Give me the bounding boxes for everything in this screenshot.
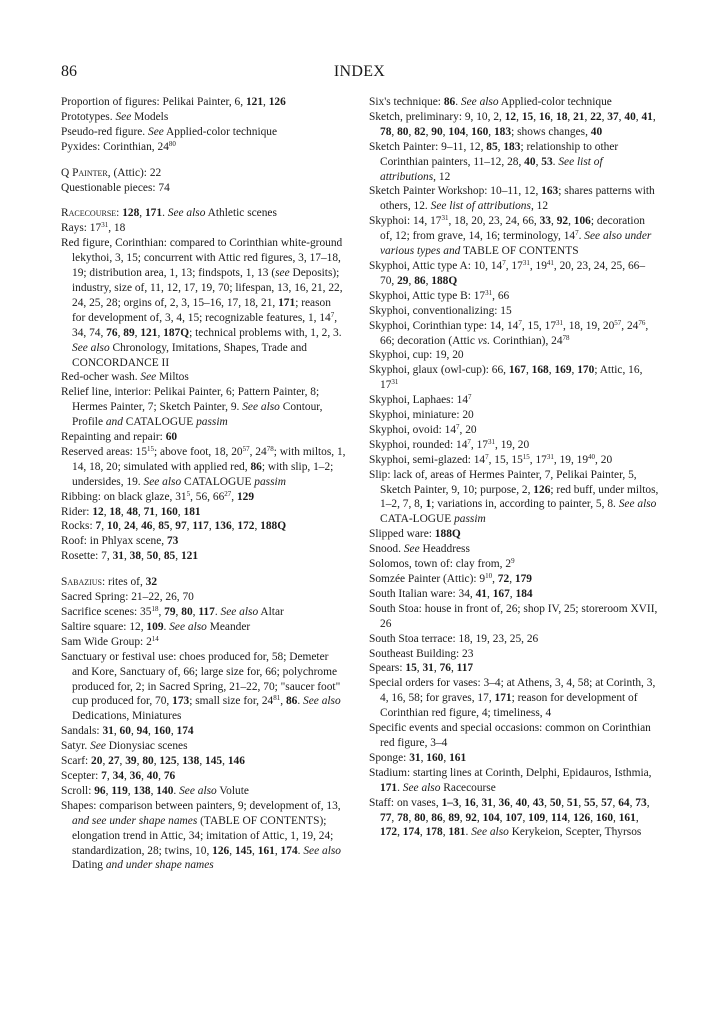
index-entry: Skyphoi, cup: 19, 20 bbox=[369, 349, 464, 362]
index-column-left bbox=[61, 95, 346, 873]
index-entry: Proportion of figures: Pelikai Painter, 6, 121, 126 bbox=[61, 96, 286, 108]
index-entry: Ribbing: on black glaze, $31^5$, 56, $66^{27}$, 129 bbox=[61, 489, 255, 503]
index-entry: Staff: on vases, 1–3, 16, 31, 36, 40, 43, 50, 51, 55, 57, 64, 73, 77, 78, 80, 86, 89, 92, 104, 107, 109, 114, 126, 160, 161, 172, 174, 178, 181. See also Kerykeion, Scepter, Thyrsos bbox=[369, 796, 650, 839]
index-entry: Spears: 15, 31, 76, 117 bbox=[369, 662, 474, 675]
index-entry: Roof: in Phlyax scene, 73 bbox=[61, 535, 179, 548]
index-entry: Sacred Spring: 21–22, 26, 70 bbox=[61, 591, 194, 604]
index-entry: Sanctuary or festival use: choes produced for, 58; Demeter and Kore, Sanctuary of, 66; large size for, 66; polychrome produced for, 2; in Sacred Spring, 21–22, 70; "saucer foot" cup produced for, 70, 173; small size for, $24^{81}$, 86. See also Dedications, Miniatures bbox=[61, 650, 341, 723]
index-entry: Skyphoi, ovoid: $14^7$, 20 bbox=[369, 422, 477, 436]
index-entry: Sacrifice scenes: $35^{18}$, 79, 80, 117. See also Altar bbox=[61, 605, 284, 618]
index-entry: South Stoa: house in front of, 26; shop IV, 25; storeroom XVII, 26 bbox=[369, 602, 658, 630]
index-entry: Pyxides: Corinthian, $24^{80}$ bbox=[61, 139, 176, 153]
index-entry: Specific events and special occasions: common on Corinthian red figure, 3–4 bbox=[369, 722, 651, 749]
index-entry: Repainting and repair: 60 bbox=[61, 431, 178, 444]
index-entry: South Italian ware: 34, 41, 167, 184 bbox=[369, 587, 533, 600]
index-entry: Skyphoi: 14, $17^{31}$, 18, 20, 23, 24, 66, 33, 92, 106; decoration of, 12; from grave, 14, 16; terminology, $14^7$. See also under various types and TABLE OF CONTENTS bbox=[369, 214, 652, 258]
index-entry: Sketch Painter Workshop: 10–11, 12, 163; shares patterns with others, 12. See list of attributions, 12 bbox=[369, 185, 655, 213]
index-entry: Rider: 12, 18, 48, 71, 160, 181 bbox=[61, 505, 201, 518]
index-entry: Skyphoi, Laphaes: $14^7$ bbox=[369, 393, 472, 407]
index-entry: Southeast Building: 23 bbox=[369, 647, 474, 660]
index-entry: Questionable pieces: 74 bbox=[61, 181, 170, 194]
index-entry: Skyphoi, rounded: $14^7$, $17^{31}$, 19, 20 bbox=[369, 437, 530, 451]
index-entry: Stadium: starting lines at Corinth, Delphi, Epidauros, Isthmia, 171. See also Racecourse bbox=[369, 766, 652, 794]
page-number: 86 bbox=[61, 63, 77, 80]
index-entry: Solomos, town of: clay from, $2^9$ bbox=[369, 557, 515, 571]
index-entry: Scroll: 96, 119, 138, 140. See also Volute bbox=[61, 784, 249, 797]
index-entry: Snood. See Headdress bbox=[369, 543, 470, 556]
index-entry: Six's technique: 86. See also Applied-color technique bbox=[369, 96, 612, 108]
index-entry: Rosette: 7, 31, 38, 50, 85, 121 bbox=[61, 550, 199, 563]
index-entry: Satyr. See Dionysiac scenes bbox=[61, 740, 188, 753]
index-entry: South Stoa terrace: 18, 19, 23, 25, 26 bbox=[369, 632, 539, 645]
index-entry: Skyphoi, Corinthian type: 14, $14^7$, 15, $17^{31}$, 18, 19, $20^{57}$, $24^{76}$, 66; decoration (Attic vs. Corinthian), $24^{78}$ bbox=[369, 318, 649, 347]
index-entry: Sketch Painter: 9–11, 12, 85, 183; relationship to other Corinthian painters, 11–12, 28, 40, 53. See list of attributions, 12 bbox=[369, 140, 619, 183]
index-entry: Skyphoi, glaux (owl-cup): 66, 167, 168, 169, 170; Attic, 16, $17^{31}$ bbox=[369, 364, 643, 392]
index-entry: Racecourse: 128, 171. See also Athletic scenes bbox=[61, 207, 277, 220]
page-title: INDEX bbox=[333, 63, 386, 80]
letter-group-gap bbox=[61, 155, 346, 166]
index-entry: Relief line, interior: Pelikai Painter, 6; Pattern Painter, 8; Hermes Painter, 7; Sketch Painter, 9. See also Contour, Profile and CATALOGUE passim bbox=[61, 386, 323, 429]
index-entry: Red-ocher wash. See Miltos bbox=[61, 371, 189, 384]
index-entry: Reserved areas: $15^{15}$; above foot, 18, $20^{57}$, $24^{78}$; with miltos, 1, 14, 18, 20; simulated with applied red, 86; with slip, 1–2; undersides, 19. See also CATALOGUE passim bbox=[61, 444, 346, 488]
index-entry: Special orders for vases: 3–4; at Athens, 3, 4, 58; at Corinth, 3, 4, 16, 58; for graves, 17, 171; reason for development of Corinthian red figure, 4; timeliness, 4 bbox=[369, 677, 656, 720]
index-entry: Rays: $17^{31}$, 18 bbox=[61, 221, 126, 235]
index-entry: Q Painter, (Attic): 22 bbox=[61, 166, 162, 179]
index-entry: Somzée Painter (Attic): $9^{10}$, 72, 179 bbox=[369, 572, 532, 585]
index-entry: Scarf: 20, 27, 39, 80, 125, 138, 145, 146 bbox=[61, 755, 245, 768]
index-entry: Pseudo-red figure. See Applied-color technique bbox=[61, 125, 278, 138]
index-entry: Sam Wide Group: $2^{14}$ bbox=[61, 634, 159, 648]
letter-group-gap bbox=[61, 195, 346, 206]
index-entry: Red figure, Corinthian: compared to Corinthian white-ground lekythoi, 3, 15; concurrent with Attic red figures, 3, 17–18, 19; distribution area, 1, 13; findspots, 1, 13 (see Deposits); industry, size of, 11, 12, 17, 19, 70; lifespan, 13, 16, 21, 22, 24, 25, 28; orgins of, 2, 3, 15–16, 17, 18, 21, 171; reason for development of, 3, 4, 15; recognizable features, 1, $14^7$, 34, 74, 76, 89, 121, 187Q; technical problems with, 1, 2, 3. See also Chronology, Imitations, Shapes, Trade and CONCORDANCE II bbox=[61, 237, 343, 369]
index-entry: Skyphoi, miniature: 20 bbox=[369, 409, 474, 422]
letter-group-gap bbox=[61, 564, 346, 575]
index-entry: Slip: lack of, areas of Hermes Painter, 7, Pelikai Painter, 5, Sketch Painter, 9, 10; purpose, 2, 126; red buff, under miltos, 1–2, 7, 8, 1; variations in, according to painter, 5, 8. See also CATA-LOGUE passim bbox=[369, 468, 659, 526]
index-entry: Sandals: 31, 60, 94, 160, 174 bbox=[61, 725, 194, 738]
index-entry: Scepter: 7, 34, 36, 40, 76 bbox=[61, 769, 176, 782]
index-entry: Skyphoi, semi-glazed: $14^7$, 15, $15^{15}$, $17^{31}$, 19, $19^{40}$, 20 bbox=[369, 452, 613, 466]
index-entry: Rocks: 7, 10, 24, 46, 85, 97, 117, 136, 172, 188Q bbox=[61, 520, 287, 533]
index-entry: Prototypes. See Models bbox=[61, 110, 169, 123]
index-entry: Sponge: 31, 160, 161 bbox=[369, 751, 467, 764]
index-entry: Shapes: comparison between painters, 9; development of, 13, and see under shape names (TABLE OF CONTENTS); elongation trend in Attic, 34; imitation of Attic, 1, 19, 24; standardization, 28; twins, 10, 126, 145, 161, 174. See also Dating and under shape names bbox=[61, 799, 341, 872]
index-entry: Saltire square: 12, 109. See also Meander bbox=[61, 620, 251, 633]
index-entry: Skyphoi, conventionalizing: 15 bbox=[369, 304, 512, 317]
index-entry: Slipped ware: 188Q bbox=[369, 528, 461, 541]
index-column-right bbox=[369, 95, 659, 840]
index-entry: Skyphoi, Attic type B: $17^{31}$, 66 bbox=[369, 288, 510, 302]
index-entry: Skyphoi, Attic type A: 10, $14^7$, $17^{31}$, $19^{41}$, 20, 23, 24, 25, 66–70, 29, 86, 188Q bbox=[369, 258, 646, 287]
index-entry: Sketch, preliminary: 9, 10, 2, 12, 15, 16, 18, 21, 22, 37, 40, 41, 78, 80, 82, 90, 104, 160, 183; shows changes, 40 bbox=[369, 110, 656, 138]
index-entry: Sabazius: rites of, 32 bbox=[61, 576, 158, 589]
